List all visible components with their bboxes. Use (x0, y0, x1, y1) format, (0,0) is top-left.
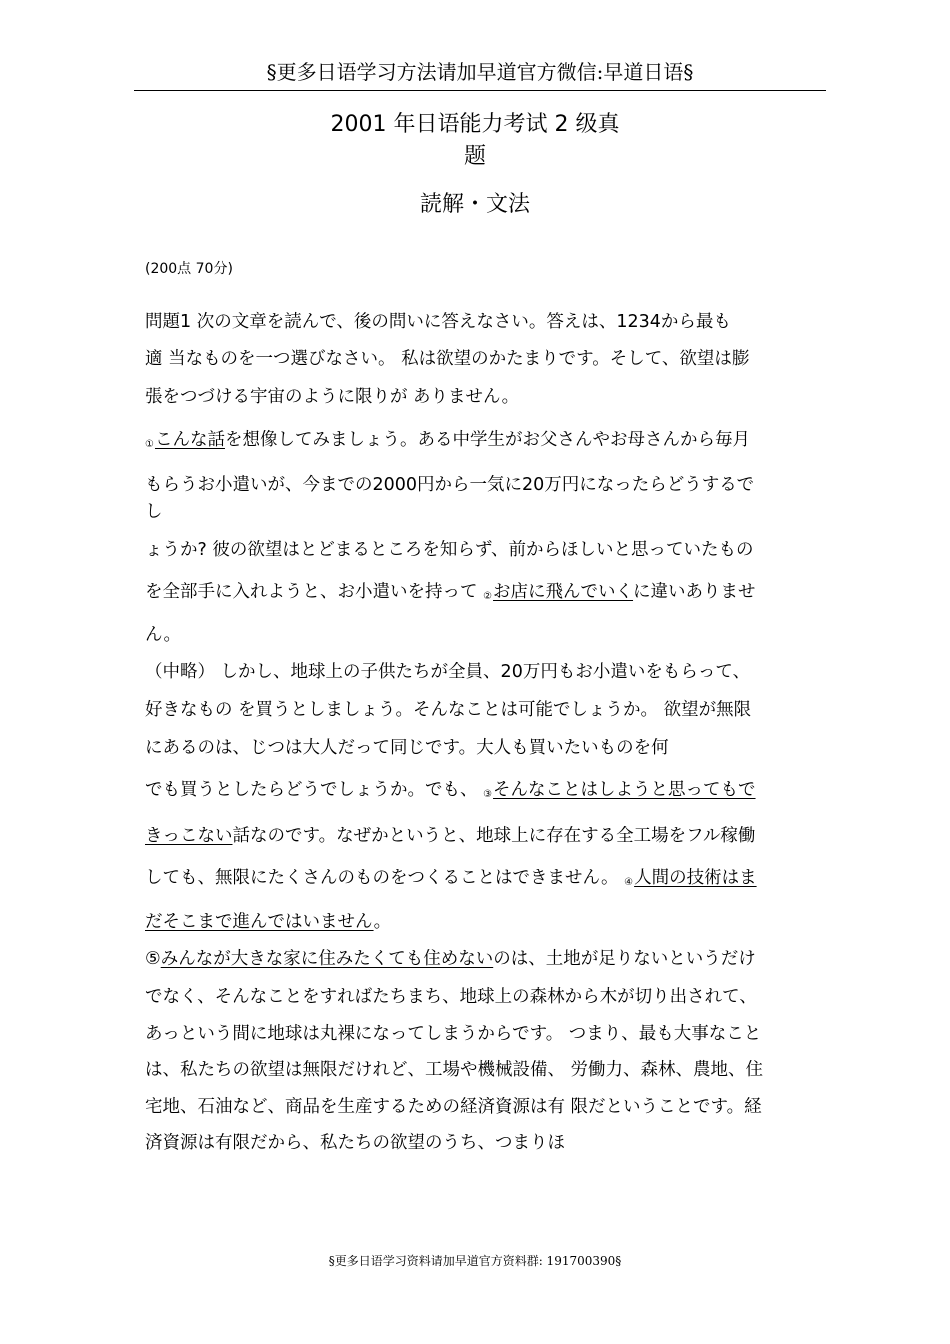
question-marker: ③ (483, 789, 493, 800)
text-segment: にあるのは、じつは大人だって同じです。大人も買いたいものを何 (145, 738, 669, 758)
text-segment: ん。 (145, 625, 182, 645)
text-segment: あっという間に地球は丸裸になってしまうからです。 つまり、最も大事なこと (145, 1024, 762, 1044)
passage-line (145, 538, 825, 562)
score-time-info: (200点 70分) (145, 261, 233, 277)
underlined-phrase: きっこない (145, 826, 233, 846)
passage-line (145, 1058, 825, 1082)
passage-line (145, 778, 825, 807)
text-segment: （中略） しかし、地球上の子供たちが全員、20万円もお小遣いをもらって、 (145, 662, 750, 682)
passage-line (145, 1131, 825, 1155)
text-segment: 好きなもの を買うとしましょう。そんなことは可能でしょうか。 欲望が無限 (145, 700, 752, 720)
passage-line (145, 985, 825, 1009)
passage-line (145, 947, 825, 971)
passage-line (145, 500, 825, 524)
passage-line (145, 698, 825, 722)
passage-line (145, 347, 825, 371)
passage-line (145, 310, 825, 334)
underlined-phrase: そんなことはしようと思ってもで (493, 780, 756, 800)
underlined-phrase: 人間の技術はま (634, 868, 757, 888)
passage-line (145, 473, 825, 497)
exam-title: 2001 年日语能力考试 2 级真 (330, 112, 620, 137)
underlined-phrase: お店に飛んでいく (493, 582, 634, 602)
text-segment: 話なのです。なぜかというと、地球上に存在する全工場をフル稼働 (232, 826, 756, 846)
question-marker: ② (483, 591, 493, 602)
passage-line (145, 623, 825, 647)
text-segment: もらうお小遣いが、今までの2000円から一気に20万円になったらどうするで (145, 475, 755, 495)
text-segment: に違いありませ (633, 582, 756, 602)
passage-line (145, 1022, 825, 1046)
text-segment: でなく、そんなことをすればたちまち、地球上の森林から木が切り出されて、 (145, 987, 757, 1007)
passage-line (145, 660, 825, 684)
passage-line (145, 866, 825, 895)
text-segment: のは、土地が足りないというだけ (493, 949, 756, 969)
passage-line (145, 1095, 825, 1119)
passage-line (145, 428, 825, 457)
underlined-phrase: みんなが大きな家に住みたくても住めない (160, 949, 494, 969)
text-segment: ⑤ (145, 949, 161, 969)
text-segment: を全部手に入れようと、お小遣いを持って (145, 582, 484, 602)
question-marker: ① (145, 439, 154, 450)
question-marker: ④ (624, 877, 634, 888)
passage-line (145, 385, 825, 409)
passage-line (145, 580, 825, 609)
section-title: 読解・文法 (419, 192, 530, 217)
underlined-phrase: こんな話 (154, 430, 225, 450)
text-segment: を想像してみましょう。ある中学生がお父さんやお母さんから毎月 (224, 430, 750, 450)
passage-line (145, 824, 825, 848)
text-segment: でも買うとしたらどうでしょうか。でも、 (145, 780, 484, 800)
text-segment: 適 当なものを一つ選びなさい。 私は欲望のかたまりです。そして、欲望は膨 (145, 349, 750, 369)
text-segment: 宅地、石油など、商品を生産するための経済資源は有 限だということです。経 (145, 1097, 762, 1117)
exam-title-continued: 题 (463, 144, 486, 169)
passage-line (145, 736, 825, 760)
underlined-phrase: だそこまで進んではいません (145, 912, 374, 932)
text-segment: し (145, 502, 163, 522)
text-segment: 済資源は有限だから、私たちの欲望のうち、つまりほ (145, 1133, 565, 1153)
text-segment: しても、無限にたくさんのものをつくることはできません。 (145, 868, 625, 888)
page-footer: §更多日语学习资料请加早道官方资料群: 191700390§ (328, 1254, 622, 1268)
text-segment: は、私たちの欲望は無限だけれど、工場や機械設備、 労働力、森林、農地、住 (145, 1060, 764, 1080)
text-segment: 問題1 次の文章を読んで、後の問いに答えなさい。答えは、1234から最も (145, 312, 731, 332)
text-segment: 張をつづける宇宙のように限りが ありません。 (145, 387, 520, 407)
text-segment: ょうか? 彼の欲望はとどまるところを知らず、前からほしいと思っていたもの (145, 540, 754, 560)
passage-line (145, 910, 825, 934)
text-segment: 。 (373, 912, 392, 932)
page-header: §更多日语学习方法请加早道官方微信:早道日语§ (134, 58, 826, 91)
